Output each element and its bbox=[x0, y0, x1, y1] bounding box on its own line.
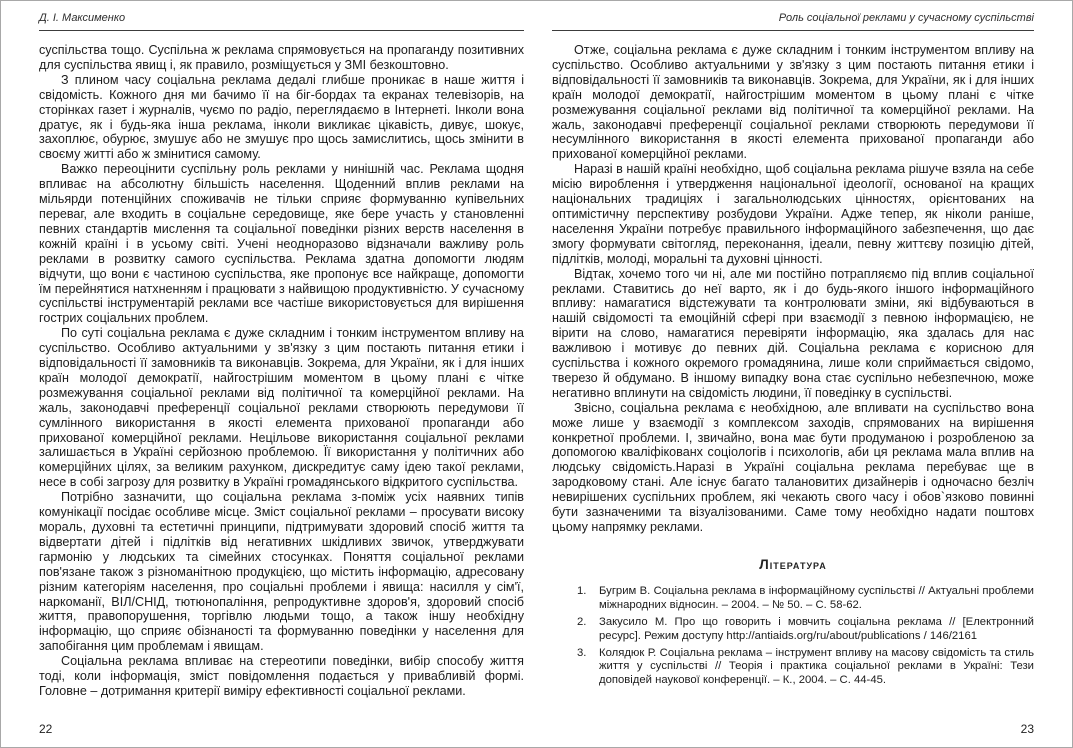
article-title: Роль соціальної реклами у сучасному суспільстві bbox=[778, 12, 1034, 24]
references-list bbox=[552, 585, 1034, 688]
paragraph: Важко переоцінити суспільну роль реклами у нинішній час. Реклама щодня впливає на абсолютну більшість населення. Щоденний вплив реклами на мільярди потенційних споживачів не тільки сприяє формуванню купівельних переваг, але входить в соціальне середовище, яке бере участь у становленні певних стандартів мислення та соціальної поведінки різних верств населення в кожній країні і в усьому світі. Учені неодноразово відзначали важливу роль реклами в розвитку самого суспільства. Реклама здатна допомогти людям відчути, що вони є частиною суспільства, яке пропонує все найкраще, допомогти їм перейнятися натхненням і працювати з найвищою продуктивністю. У сучасному суспільстві інструментарій реклами все частіше використовується для вирішення гострих соціальних проблем. bbox=[39, 162, 524, 326]
reference-item bbox=[577, 616, 1034, 644]
page-number-left: 22 bbox=[39, 722, 53, 736]
reference-text: Бугрим В. Соціальна реклама в інформаційному суспільстві // Актуальні проблеми міжнародних відносин. – 2004. – № 50. – С. 58-62. bbox=[599, 584, 1034, 611]
paragraph: Відтак, хочемо того чи ні, але ми постійно потрапляємо під вплив соціальної реклами. Ставитись до неї варто, як і до будь-якого іншого інформаційного впливу: намагатися відстежувати та контролювати зміни, які відбуваються в нашій свідомості та емоційній сфері при взаємодії з певною інформацією, не вірити на слово, намагатися перевіряти інформацію, яка здалась для нас важливою і мотивує до певних дій. Соціальна реклама є корисною для суспільства і кожного окремого громадянина, лише коли сприймається свідомо, тверезо й обдумано. В іншому випадку вона стає суспільно небезпечною, може негативно вплинути на свідомість людини, її поведінку в суспільстві. bbox=[552, 266, 1034, 400]
reference-text: Закусило М. Про що говорить і мовчить соціальна реклама // [Електронний ресурс]. Режим доступу http://antiaids.org/ru/about/publications / 146/2161 bbox=[599, 615, 1034, 642]
reference-item bbox=[577, 585, 1034, 613]
page-left bbox=[1, 1, 537, 747]
reference-number: 1. bbox=[577, 584, 587, 597]
literature-heading: Література bbox=[759, 556, 827, 572]
reference-number: 3. bbox=[577, 646, 587, 659]
reference-item bbox=[577, 647, 1034, 689]
running-header-left bbox=[39, 11, 524, 31]
paragraph: З плином часу соціальна реклама дедалі глибше проникає в наше життя і свідомість. Кожного дня ми бачимо її на біг-бордах та екранах телевізорів, на сторінках газет і журналів, чуємо по радіо, переглядаємо в Інтернеті. Інколи вона дратує, як і будь-яка інша реклама, інколи викликає цікавість, дивує, шокує, захоплює, обурює, змушує або не змушує про щось замислитись, щось змінити в своєму житті або ж змінитися самому. bbox=[39, 72, 524, 162]
body-text-left bbox=[39, 43, 524, 699]
page-right bbox=[537, 1, 1072, 747]
journal-spread bbox=[1, 1, 1072, 747]
paragraph: суспільства тощо. Суспільна ж реклама спрямовується на пропаганду позитивних для суспільства явищ і, як правило, розміщується у ЗМІ безкоштовно. bbox=[39, 43, 524, 72]
author-name: Д. І. Максименко bbox=[39, 12, 126, 24]
reference-number: 2. bbox=[577, 615, 587, 628]
paragraph: Звісно, соціальна реклама є необхідною, але впливати на суспільство вона може лише у взаємодії з комплексом заходів, спрямованих на вирішення конкретної проблеми. І, звичайно, вона має бути продуманою і розробленою за допомогою кваліфікованх соціологів і психологів, аби ця реклама мала вплив на людську свідомість.Наразі в Україні соціальна реклама перебуває ще в зародковому стані. Але існує багато талановитих дизайнерів і одночасно безліч невирішених суспільних проблем, які чекають свого часу і обов`язково повинні бути зазначеними та візуалізованими. Саме тому необхідно надати поштовх цьому напрямку реклами. bbox=[552, 400, 1034, 534]
body-text-right bbox=[552, 43, 1034, 535]
paragraph: Отже, соціальна реклама є дуже складним і тонким інструментом впливу на суспільство. Особливо актуальними у зв'язку з цим постають питання етики і відповідальності її замовників та виконавців. Зокрема, для України, як і для інших країн молодої демократії, найгострішим моментом в цьому плані є чітке розмежування соціальної реклами від політичної та комерційної реклами. На жаль, законодавчі преференції соціальної реклами створюють передумови її несумлінного використання в якості елемента прихованої пропаганди або прихованої комерційної реклами. bbox=[552, 43, 1034, 162]
paragraph: Наразі в нашій країні необхідно, щоб соціальна реклама рішуче взяла на себе місію вироблення і утвердження національної ідеології, основаної на кращих національних традиціях і загальнолюдських цінностях, орієнтованих на оптимістичну перспективу розбудови України. Адже тепер, як ніколи раніше, населення України потребує правильного інформаційного забезпечення, що дає змогу формувати світогляд, переконання, ідеали, певну життєву позицію дітей, підлітків, молоді, моральні та духовні цінності. bbox=[552, 162, 1034, 266]
paragraph: Потрібно зазначити, що соціальна реклама з-поміж усіх наявних типів комунікації посідає особливе місце. Зміст соціальної реклами – просувати високу мораль, духовні та естетичні принципи, підтримувати здоровий спосіб життя та відвертати дітей і підлітків від негативних шкідливих звичок, утверджувати гармонію у людських та сімейних стосунках. Поняття соціальної реклами пов'язане також з різноманітною продукцією, що містить інформацію, адресовану різним категоріям населення, про соціальні проблеми і явища: насилля у сім'ї, наркоманії, ВІЛ/СНІД, тютюнопаління, репродуктивне здоров'я, здоровий спосіб життя, правопорушення, торгівлю людьми тощо, а також іншу необхідну інформацію, що сприяє обізнаності та формуванню поведінки у населення для запобігання цим проблемам і явищам. bbox=[39, 490, 524, 654]
page-number-right: 23 bbox=[1020, 722, 1034, 736]
paragraph: По суті соціальна реклама є дуже складним і тонким інструментом впливу на суспільство. Особливо актуальними у зв'язку з цим постають питання етики і відповідальності її замовників та виконавців. Зокрема, для України, як і для інших країн молодої демократії, найгострішим моментом в цьому плані є чітке розмежування соціальної реклами від політичної та комерційної реклами. На жаль, законодавчі преференції соціальної реклами створюють передумови її сумлінного використання в якості елемента прихованої пропаганди або прихованої комерційної реклами. Нецільове використання соціальної реклами залишається в Україні серйозною проблемою. Її використання у політичних або комерційних цілях, за великим рахунком, дискредитує саму ідею такої реклами, несе в собі загрозу для розвитку в Україні громадянського відкритого суспільства. bbox=[39, 326, 524, 490]
running-header-right bbox=[552, 11, 1034, 31]
paragraph: Соціальна реклама впливає на стереотипи поведінки, вибір способу життя тоді, коли інформація, зміст повідомлення подається у привабливій формі. Головне – дотримання критерії виміру ефективності соціальної реклами. bbox=[39, 654, 524, 698]
reference-text: Колядюк Р. Соціальна реклама – інструмент впливу на масову свідомість та стиль життя у суспільстві // Теорія і практика соціальної реклами в Україні: Тези доповідей наукової конференції. – К., 2004. – С. 44-45. bbox=[599, 646, 1034, 687]
